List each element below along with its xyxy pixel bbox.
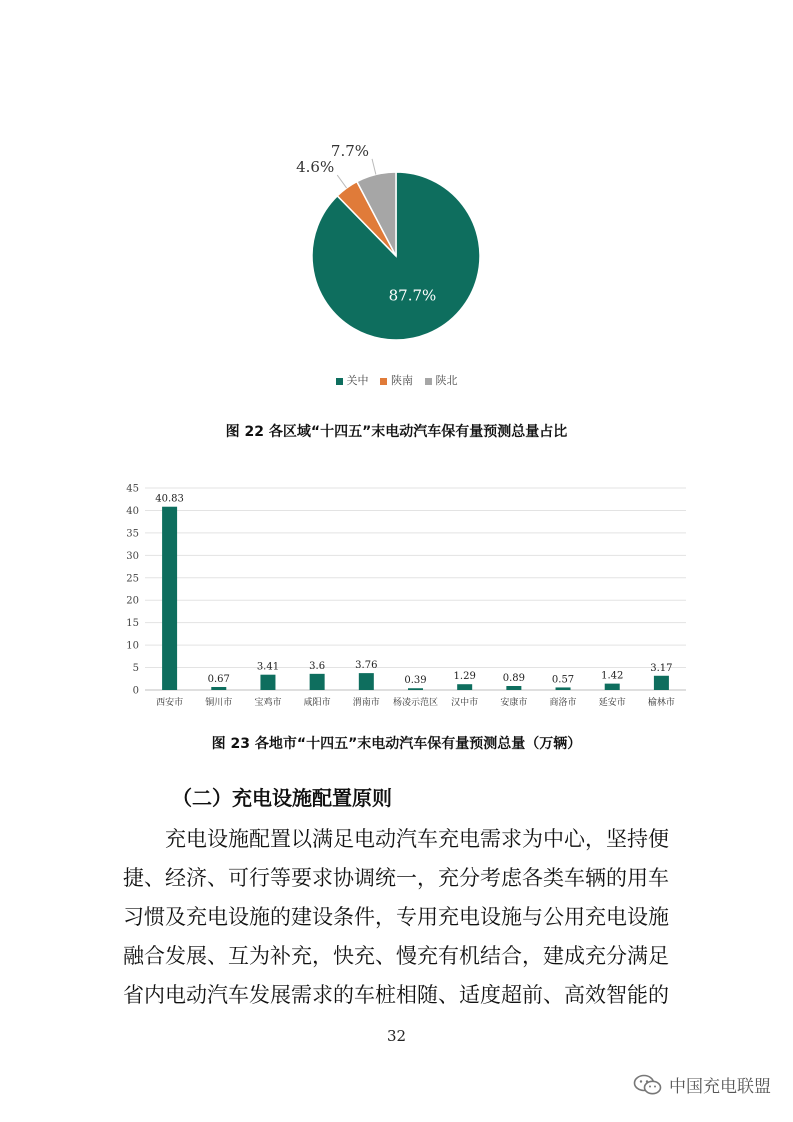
x-category-label: 宝鸡市 (254, 698, 282, 708)
pie-data-label: 7.7% (330, 141, 370, 160)
bar-data-label: 1.42 (601, 670, 624, 682)
y-tick-label: 15 (126, 618, 139, 630)
legend-label: 陕南 (391, 374, 413, 387)
bar (506, 686, 521, 690)
x-category-label: 安康市 (500, 698, 528, 708)
body-line: 捷、经济、可行等要求协调统一，充分考虑各类车辆的用车 (123, 866, 669, 890)
bar-data-label: 1.29 (453, 671, 476, 683)
body-line: 习惯及充电设施的建设条件，专用充电设施与公用充电设施 (123, 905, 669, 929)
section-heading: （二）充电设施配置原则 (172, 786, 392, 810)
bar-data-label: 3.41 (256, 661, 280, 673)
bar-data-label: 3.6 (309, 660, 326, 672)
x-category-label: 西安市 (156, 698, 184, 708)
x-category-label: 杨凌示范区 (392, 698, 439, 708)
x-category-label: 咸阳市 (303, 698, 331, 708)
wechat-icon (633, 1073, 663, 1097)
legend-label: 陕北 (435, 374, 458, 387)
bar-data-label: 0.67 (207, 673, 230, 685)
bar (359, 673, 374, 690)
y-tick-label: 30 (126, 550, 139, 562)
bar-data-label: 0.57 (551, 674, 575, 686)
x-category-label: 榆林市 (647, 698, 675, 708)
x-category-label: 汉中市 (451, 698, 479, 708)
bar (211, 687, 226, 690)
bar-data-label: 0.89 (502, 673, 525, 685)
bar-data-label: 40.83 (155, 493, 184, 505)
body-line: 省内电动汽车发展需求的车桩相随、适度超前、高效智能的 (123, 983, 669, 1007)
x-category-label: 铜川市 (205, 698, 233, 708)
bar-data-label: 0.39 (404, 675, 427, 687)
bar-caption: 图 23 各地市“十四五”末电动汽车保有量预测总量（万辆） (211, 736, 582, 752)
pie-data-label: 4.6% (296, 158, 335, 177)
pie-data-label: 87.7% (388, 286, 437, 305)
bar (605, 684, 620, 690)
y-tick-label: 0 (132, 685, 139, 697)
y-tick-label: 40 (126, 505, 139, 517)
y-tick-label: 5 (132, 663, 139, 675)
y-tick-label: 10 (126, 640, 139, 652)
pie-caption: 图 22 各区域“十四五”末电动汽车保有量预测总量占比 (225, 424, 568, 440)
y-tick-label: 25 (126, 573, 139, 585)
legend-label: 关中 (346, 374, 369, 387)
y-tick-label: 45 (126, 483, 139, 495)
bar (457, 684, 472, 690)
bar (310, 674, 325, 690)
x-category-label: 商洛市 (549, 698, 577, 708)
watermark (633, 1072, 771, 1097)
x-category-label: 延安市 (598, 698, 626, 708)
body-line: 融合发展、互为补充，快充、慢充有机结合，建成充分满足 (123, 944, 669, 968)
bar-data-label: 3.17 (650, 662, 673, 674)
bar (556, 687, 571, 690)
bar-data-label: 3.76 (355, 660, 378, 672)
bar (260, 675, 275, 690)
body-line: 充电设施配置以满足电动汽车充电需求为中心，坚持便 (165, 827, 669, 851)
y-tick-label: 20 (126, 595, 139, 607)
watermark-text: 中国充电联盟 (669, 1077, 771, 1097)
bar (408, 688, 423, 690)
bar (654, 676, 669, 690)
x-category-label: 渭南市 (352, 698, 380, 708)
bar (162, 507, 177, 690)
page-number: 32 (386, 1027, 407, 1045)
body-paragraph (123, 820, 683, 1015)
y-tick-label: 35 (126, 528, 139, 540)
